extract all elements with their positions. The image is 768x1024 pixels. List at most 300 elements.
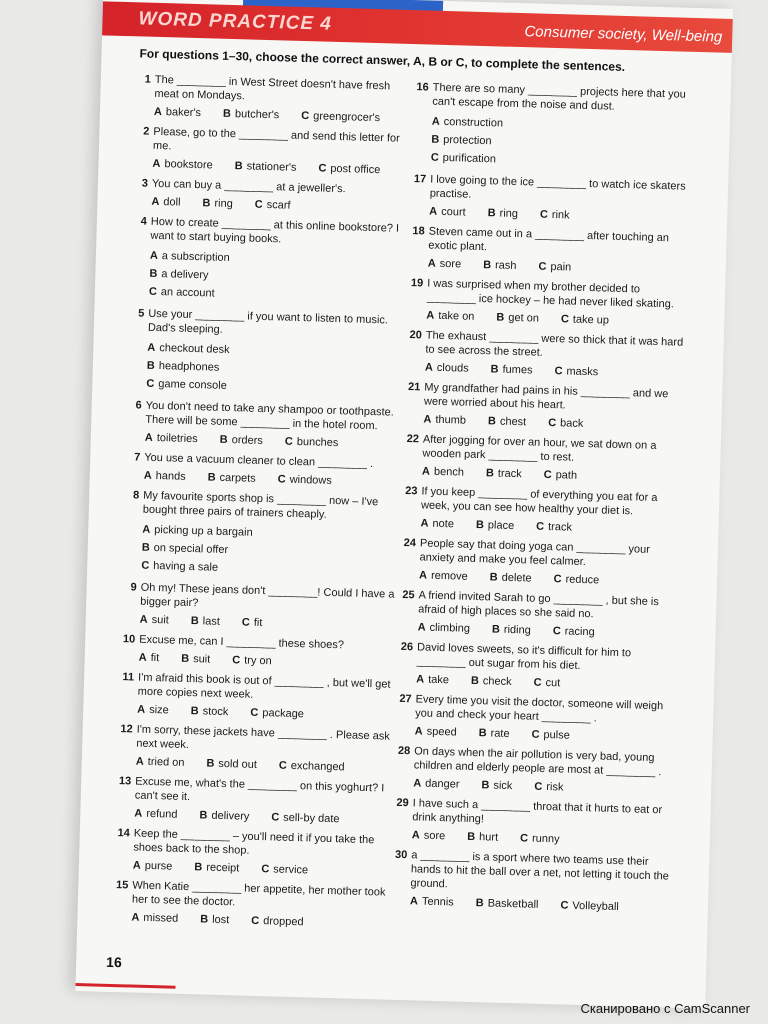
option-letter: C	[254, 198, 263, 211]
option-letter: B	[485, 467, 495, 480]
question-text: On days when the air pollution is very bad, young children and elderly people are most at ________ .	[413, 745, 662, 779]
option-letter: B	[181, 652, 190, 666]
question-item	[399, 692, 678, 746]
answer-options	[121, 910, 393, 932]
answer-options	[421, 112, 694, 174]
question-item	[130, 580, 403, 634]
answer-option	[420, 516, 454, 531]
answer-option	[285, 435, 339, 450]
question-item	[403, 536, 682, 590]
question-item	[122, 670, 400, 724]
option-letter: A	[135, 755, 144, 768]
answer-option	[481, 778, 512, 793]
option-text: tried on	[147, 755, 185, 769]
question-item	[142, 125, 415, 179]
question-item	[413, 172, 692, 226]
answer-option	[318, 161, 380, 177]
option-letter: B	[194, 861, 203, 874]
question-text: I have such a ________ throat that it hurts to eat or drink anything!	[412, 797, 663, 826]
option-letter: C	[543, 468, 552, 482]
question-text: Every time you visit the doctor, someone will weigh you and check your heart ________ .	[415, 693, 664, 725]
question-number: 12	[120, 723, 133, 736]
answer-options	[400, 894, 672, 916]
question-item	[141, 177, 414, 217]
option-text: purse	[144, 859, 173, 873]
answer-option	[200, 912, 229, 927]
option-letter: B	[190, 615, 199, 628]
option-text: purification	[442, 151, 497, 166]
option-letter: A	[423, 413, 432, 426]
answer-option	[492, 622, 531, 637]
option-letter: B	[481, 779, 490, 792]
option-text: windows	[289, 473, 332, 487]
option-text: stock	[202, 705, 229, 719]
answer-options	[130, 612, 402, 634]
answer-option	[422, 464, 464, 479]
question-item	[394, 848, 674, 916]
question-item	[407, 380, 686, 434]
workbook-page	[75, 0, 733, 1009]
option-letter: C	[553, 573, 562, 586]
answer-options	[412, 464, 684, 486]
question-text: After jogging for over an hour, we sat down on a wooden park ________ to rest.	[422, 433, 657, 464]
option-letter: C	[519, 832, 529, 845]
option-text: ring	[499, 207, 519, 221]
option-letter: A	[418, 569, 428, 582]
option-letter: A	[152, 157, 161, 171]
option-text: baker's	[165, 106, 202, 120]
option-text: picking up a bargain	[154, 523, 253, 539]
question-text: People say that doing yoga can ________ your anxiety and make you feel calmer.	[419, 537, 651, 569]
option-text: path	[555, 469, 578, 482]
option-text: exchanged	[290, 759, 345, 774]
option-text: pulse	[543, 728, 570, 742]
answer-options	[124, 806, 396, 828]
question-number: 20	[409, 329, 422, 342]
question-number: 5	[138, 307, 145, 320]
answer-option	[487, 206, 518, 221]
answer-option	[242, 615, 263, 630]
question-number: 26	[400, 640, 414, 654]
question-text: I'm sorry, these jackets have ________ . Please ask next week.	[136, 723, 390, 752]
option-text: rink	[551, 208, 570, 222]
answer-option	[548, 416, 584, 431]
answer-option	[223, 107, 280, 123]
question-text: Oh my! These jeans don't ________! Could I have a bigger pair?	[140, 581, 395, 610]
question-item	[402, 588, 680, 642]
answer-options	[126, 754, 398, 776]
option-letter: B	[487, 415, 497, 428]
answer-option	[419, 568, 468, 583]
option-text: reduce	[565, 573, 600, 587]
option-text: place	[487, 519, 515, 533]
option-text: take	[427, 673, 450, 687]
answer-options	[139, 246, 412, 308]
question-text: Excuse me, what's the ________ on this yoghurt? I can't see it.	[134, 775, 385, 804]
question-text: I'm afraid this book is out of ________ , but we'll get more copies next week.	[137, 671, 391, 701]
answer-option	[208, 470, 256, 485]
question-item	[400, 640, 679, 694]
option-letter: A	[417, 621, 426, 634]
option-letter: A	[426, 309, 435, 322]
answer-option	[538, 260, 571, 275]
option-letter: C	[533, 676, 542, 689]
option-text: runny	[531, 832, 560, 846]
option-letter: B	[475, 897, 484, 910]
answer-option	[133, 859, 173, 874]
answer-option	[145, 431, 198, 446]
option-letter: B	[478, 727, 487, 740]
option-letter: A	[427, 257, 436, 270]
question-text: Use your ________ if you want to listen to music. Dad's sleeping.	[147, 307, 389, 336]
question-number: 13	[118, 775, 132, 788]
option-letter: B	[490, 363, 499, 376]
option-letter: B	[496, 311, 505, 324]
option-letter: A	[429, 205, 438, 218]
question-item	[406, 432, 685, 486]
question-item	[115, 878, 394, 932]
option-text: cut	[545, 676, 561, 690]
question-text: You use a vacuum cleaner to clean ________ .	[144, 451, 374, 471]
question-item	[410, 276, 689, 330]
option-text: scarf	[266, 199, 291, 212]
question-text: Steven came out in a ________ after touching an exotic plant.	[428, 225, 670, 254]
option-letter: C	[552, 625, 561, 638]
question-item	[144, 73, 417, 127]
answer-option	[486, 466, 522, 481]
answer-option	[271, 810, 340, 826]
option-text: greengrocer's	[312, 110, 381, 125]
option-letter: B	[482, 259, 492, 272]
option-text: track	[497, 467, 522, 481]
option-text: game console	[158, 378, 227, 392]
option-letter: C	[534, 780, 543, 793]
answer-option	[412, 828, 446, 843]
option-letter: C	[284, 435, 293, 448]
question-number: 28	[397, 744, 411, 758]
question-item	[397, 744, 676, 798]
answer-options	[129, 650, 401, 672]
option-text: chest	[499, 415, 527, 429]
option-text: bunches	[296, 435, 339, 450]
option-letter: A	[416, 673, 425, 686]
question-item	[396, 796, 675, 850]
answer-option	[149, 285, 411, 306]
option-text: bookstore	[164, 158, 213, 172]
option-letter: B	[489, 571, 498, 584]
option-letter: C	[535, 520, 545, 533]
option-letter: B	[200, 913, 209, 926]
option-letter: B	[190, 705, 199, 718]
question-item	[118, 774, 397, 828]
option-text: toiletries	[156, 432, 198, 446]
option-letter: B	[207, 471, 216, 484]
option-letter: A	[143, 469, 152, 482]
option-text: pain	[550, 260, 572, 274]
question-number: 7	[133, 451, 141, 464]
answer-options	[135, 430, 407, 452]
answer-options	[402, 828, 674, 850]
option-text: headphones	[158, 360, 220, 374]
option-text: remove	[430, 569, 468, 583]
answer-option	[467, 830, 498, 845]
question-item	[120, 722, 399, 776]
option-letter: A	[132, 859, 142, 872]
answer-options	[418, 256, 690, 278]
answer-option	[152, 157, 213, 173]
option-letter: A	[414, 725, 423, 738]
option-text: butcher's	[234, 108, 280, 122]
answer-option	[428, 257, 462, 272]
answer-option	[520, 831, 560, 846]
answer-option	[431, 151, 693, 172]
option-text: riding	[503, 623, 531, 637]
question-number: 16	[416, 81, 429, 94]
question-text: I love going to the ice ________ to watch ice skaters practise.	[429, 173, 686, 201]
option-text: on special offer	[153, 541, 229, 557]
question-text: If you keep ________ of everything you eat for a week, you can see how healthy your diet is.	[420, 485, 658, 518]
option-letter: A	[142, 523, 151, 536]
question-item	[134, 450, 407, 490]
option-letter: B	[141, 541, 150, 554]
option-letter: A	[424, 361, 434, 374]
option-text: sick	[493, 779, 513, 793]
answer-option	[279, 759, 345, 775]
question-item	[135, 398, 408, 452]
option-text: bench	[433, 465, 465, 479]
answer-option	[134, 807, 178, 822]
option-text: hands	[155, 470, 186, 483]
question-text: You don't need to take any shampoo or toothpaste. There will be some ________ in the hotel room.	[145, 399, 394, 433]
question-number: 14	[117, 827, 130, 840]
question-number: 21	[407, 381, 421, 394]
option-text: check	[482, 675, 512, 689]
option-text: racing	[564, 625, 595, 639]
question-text: A friend invited Sarah to go ________ , but she is afraid of high places so she said no.	[417, 589, 659, 621]
option-letter: C	[301, 109, 310, 123]
answer-option	[490, 362, 532, 377]
option-text: risk	[546, 781, 564, 794]
question-item	[117, 826, 396, 880]
option-text: fumes	[502, 363, 533, 377]
question-number: 22	[406, 433, 420, 446]
answer-option	[181, 652, 210, 667]
option-letter: A	[137, 703, 146, 716]
option-letter: C	[148, 285, 158, 298]
question-text: How to create ________ at this online bookstore? I want to start buying books.	[150, 215, 400, 246]
option-letter: C	[261, 863, 270, 876]
question-number: 1	[144, 73, 152, 86]
option-text: clouds	[436, 361, 469, 375]
option-letter: A	[139, 613, 148, 626]
question-number: 30	[394, 848, 408, 862]
option-text: rash	[494, 259, 517, 273]
option-text: fit	[150, 651, 160, 665]
page-number: 16	[105, 953, 122, 971]
question-text: Keep the ________ – you'll need it if you take the shoes back to the shop.	[133, 827, 375, 857]
option-text: fit	[253, 616, 263, 630]
option-text: a subscription	[161, 250, 230, 264]
answer-option	[478, 726, 509, 741]
option-text: speed	[426, 725, 457, 739]
option-letter: B	[206, 757, 215, 770]
answer-option	[250, 706, 304, 721]
option-letter: C	[318, 162, 327, 175]
answer-option	[301, 109, 380, 125]
option-letter: C	[560, 899, 569, 912]
answer-options	[407, 620, 679, 642]
option-text: climbing	[429, 621, 471, 635]
option-letter: A	[413, 777, 422, 790]
answer-option	[199, 808, 249, 823]
option-text: dropped	[263, 915, 304, 929]
option-letter: C	[277, 473, 286, 486]
option-text: sore	[423, 829, 446, 843]
option-letter: B	[234, 160, 243, 173]
question-text: My favourite sports shop is ________ now – I've bought three pairs of trainers cheaply.	[142, 489, 379, 521]
option-text: construction	[443, 115, 504, 130]
option-text: ring	[214, 197, 233, 211]
section-topic: Consumer society, Well-being	[524, 23, 723, 46]
option-text: having a sale	[153, 559, 219, 574]
option-text: Tennis	[421, 895, 454, 909]
option-letter: C	[271, 811, 280, 824]
question-number: 27	[399, 692, 412, 706]
option-letter: A	[149, 249, 159, 262]
option-letter: C	[232, 654, 241, 667]
answer-options	[413, 412, 685, 434]
option-text: carpets	[219, 471, 256, 485]
answer-option	[560, 898, 619, 914]
scanner-watermark: Сканировано с CamScanner	[580, 1001, 750, 1016]
option-letter: B	[202, 197, 211, 210]
question-item	[139, 215, 413, 309]
answer-option	[137, 703, 169, 718]
question-number: 3	[141, 177, 149, 190]
answer-option	[191, 614, 220, 629]
answer-options	[419, 204, 691, 226]
answer-options	[127, 702, 399, 724]
answer-option	[423, 412, 466, 427]
question-item	[131, 488, 405, 582]
answer-option	[536, 520, 572, 535]
question-item	[136, 306, 410, 400]
questions-column-right	[394, 80, 695, 921]
question-number: 10	[122, 633, 136, 646]
answer-option	[553, 624, 595, 639]
answer-option	[140, 613, 169, 628]
answer-option	[206, 757, 257, 772]
answer-option	[139, 651, 160, 666]
option-letter: C	[146, 377, 155, 390]
option-letter: B	[222, 107, 232, 120]
option-letter: B	[219, 433, 228, 447]
question-number: 17	[413, 173, 427, 186]
option-letter: A	[151, 195, 160, 209]
answer-option	[191, 704, 229, 719]
option-text: Volleyball	[572, 899, 619, 914]
answer-option	[533, 676, 560, 691]
answer-option	[534, 780, 563, 795]
option-letter: C	[141, 559, 150, 572]
question-number: 15	[115, 879, 129, 892]
option-text: a delivery	[161, 268, 209, 282]
answer-option	[483, 258, 517, 273]
answer-option	[416, 672, 449, 687]
question-text: The ________ in West Street doesn't have fresh meat on Mondays.	[154, 73, 391, 103]
option-text: get on	[508, 311, 540, 325]
option-letter: C	[251, 914, 260, 928]
option-text: masks	[566, 365, 599, 379]
option-letter: A	[431, 115, 440, 128]
question-number: 11	[122, 671, 135, 684]
answer-options	[416, 308, 688, 330]
option-text: sore	[439, 257, 462, 271]
answer-option	[413, 776, 460, 791]
option-text: Basketball	[487, 897, 539, 911]
option-letter: C	[538, 260, 547, 273]
answer-option	[410, 894, 454, 909]
question-text: I was surprised when my brother decided to ________ ice hockey – he had never liked skating.	[426, 277, 675, 311]
option-text: back	[559, 417, 584, 430]
answer-option	[531, 728, 570, 743]
answer-option	[131, 911, 178, 926]
answer-option	[235, 159, 297, 175]
option-letter: C	[241, 616, 250, 629]
question-text: a ________ is a sport where two teams use their hands to hit the ball over a net, not letting it touch the ground.	[410, 849, 670, 891]
answer-option	[488, 414, 527, 429]
answer-option	[425, 360, 469, 375]
option-letter: B	[491, 623, 501, 636]
answer-option	[561, 312, 609, 327]
option-text: sell-by date	[283, 811, 340, 826]
question-number: 18	[412, 225, 425, 238]
footer-rule	[76, 983, 176, 989]
option-text: note	[432, 517, 455, 531]
option-letter: B	[487, 207, 496, 220]
answer-option	[553, 572, 599, 587]
question-item	[405, 484, 683, 538]
option-text: size	[149, 703, 169, 717]
answer-option	[496, 310, 539, 325]
option-letter: A	[409, 895, 419, 908]
answer-option	[255, 198, 291, 213]
option-letter: C	[250, 706, 259, 719]
question-item	[122, 632, 402, 672]
option-letter: C	[531, 728, 540, 741]
question-text: Please, go to the ________ and send this letter for me.	[152, 125, 400, 153]
answer-option	[251, 914, 304, 929]
option-letter: B	[149, 267, 158, 280]
question-text: My grandfather had pains in his ________ and we were worried about his heart.	[423, 381, 669, 412]
answer-option	[220, 433, 264, 448]
option-letter: B	[431, 133, 440, 146]
question-number: 8	[132, 489, 140, 502]
option-text: court	[441, 205, 466, 219]
option-text: receipt	[206, 861, 240, 875]
option-letter: A	[134, 807, 143, 820]
option-text: take up	[572, 313, 610, 327]
answer-option	[141, 559, 403, 580]
answer-options	[410, 516, 682, 538]
answer-option	[151, 195, 180, 210]
answer-options	[136, 338, 409, 400]
question-number: 4	[140, 215, 148, 228]
option-letter: B	[470, 674, 480, 688]
option-text: an account	[160, 286, 215, 300]
option-letter: B	[146, 359, 155, 372]
question-text: The exhaust ________ were so thick that it was hard to see across the street.	[425, 329, 684, 359]
